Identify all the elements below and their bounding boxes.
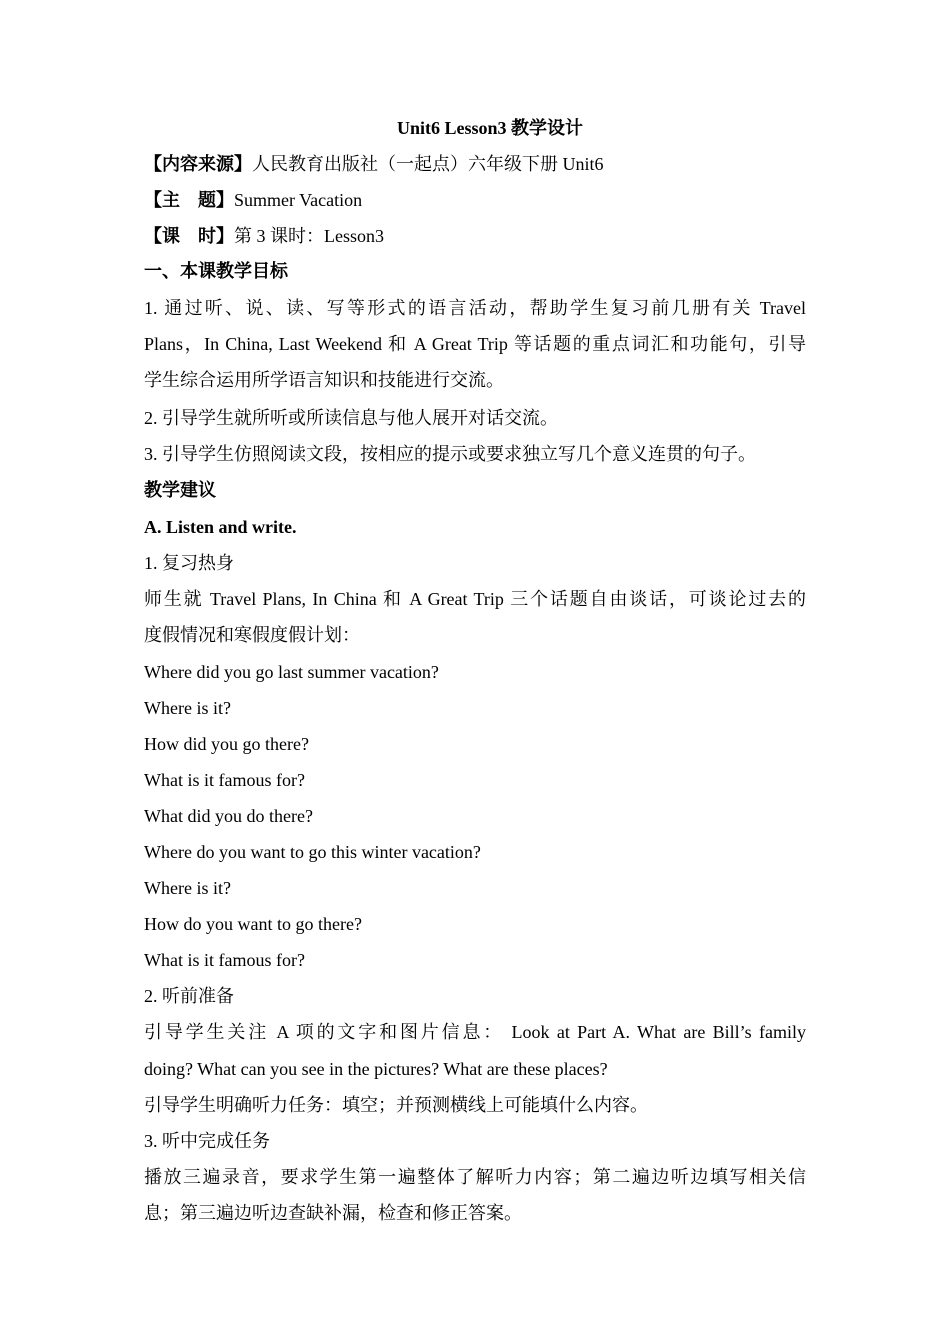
question-8: How do you want to go there? xyxy=(144,914,362,934)
goal2: 2. 引导学生就所听或所读信息与他人展开对话交流。 xyxy=(144,408,558,428)
question-6: Where do you want to go this winter vacation? xyxy=(144,842,481,862)
goal1-line-3: 学生综合运用所学语言知识和技能进行交流。 xyxy=(144,370,504,390)
step3-line-1: 播放三遍录音，要求学生第一遍整体了解听力内容；第二遍边听边填写相关信 xyxy=(144,1167,806,1187)
meta-source-label: 【内容来源】 xyxy=(144,154,252,175)
meta-source xyxy=(144,146,806,182)
question-7: Where is it? xyxy=(144,878,231,898)
meta-source-value: 人民教育出版社（一起点）六年级下册 Unit6 xyxy=(252,154,604,174)
meta-topic xyxy=(144,182,806,218)
meta-period-label: 【课 时】 xyxy=(144,226,234,247)
question-3: How did you go there? xyxy=(144,734,309,754)
step2-title: 2. 听前准备 xyxy=(144,986,234,1006)
goal1-line-2: Plans，In China, Last Weekend 和 A Great Trip 等话题的重点词汇和功能句，引导 xyxy=(144,334,806,354)
question-2: Where is it? xyxy=(144,698,231,718)
meta-period-value: 第 3 课时：Lesson3 xyxy=(234,226,384,246)
goal1-line-1: 1. 通过听、说、读、写等形式的语言活动，帮助学生复习前几册有关 Travel xyxy=(144,298,806,318)
question-1: Where did you go last summer vacation? xyxy=(144,662,439,682)
step2-line-2: doing? What can you see in the pictures? What are these places? xyxy=(144,1059,608,1079)
meta-topic-label: 【主 题】 xyxy=(144,190,234,211)
step3-line-2: 息；第三遍边听边查缺补漏，检查和修正答案。 xyxy=(144,1203,522,1223)
step1-intro-line-2: 度假情况和寒假度假计划： xyxy=(144,625,360,645)
meta-period xyxy=(144,218,806,254)
section1-heading: 一、本课教学目标 xyxy=(144,261,288,282)
question-5: What did you do there? xyxy=(144,806,313,826)
step1-intro-line-1: 师生就 Travel Plans, In China 和 A Great Trip 三个话题自由谈话，可谈论过去的 xyxy=(144,589,806,609)
step2-line-1: 引导学生关注 A 项的文字和图片信息： Look at Part A. What are Bill’s family xyxy=(144,1022,806,1042)
document-title: Unit6 Lesson3 教学设计 xyxy=(396,118,584,138)
step2-line-3: 引导学生明确听力任务：填空；并预测横线上可能填什么内容。 xyxy=(144,1095,648,1115)
meta-topic-value: Summer Vacation xyxy=(234,190,363,210)
section2-heading: 教学建议 xyxy=(144,480,216,501)
goal3: 3. 引导学生仿照阅读文段，按相应的提示或要求独立写几个意义连贯的句子。 xyxy=(144,444,756,464)
step3-title: 3. 听中完成任务 xyxy=(144,1131,270,1151)
step1-title: 1. 复习热身 xyxy=(144,553,234,573)
question-4: What is it famous for? xyxy=(144,770,305,790)
part-a-heading: A. Listen and write. xyxy=(144,517,297,537)
question-9: What is it famous for? xyxy=(144,950,305,970)
